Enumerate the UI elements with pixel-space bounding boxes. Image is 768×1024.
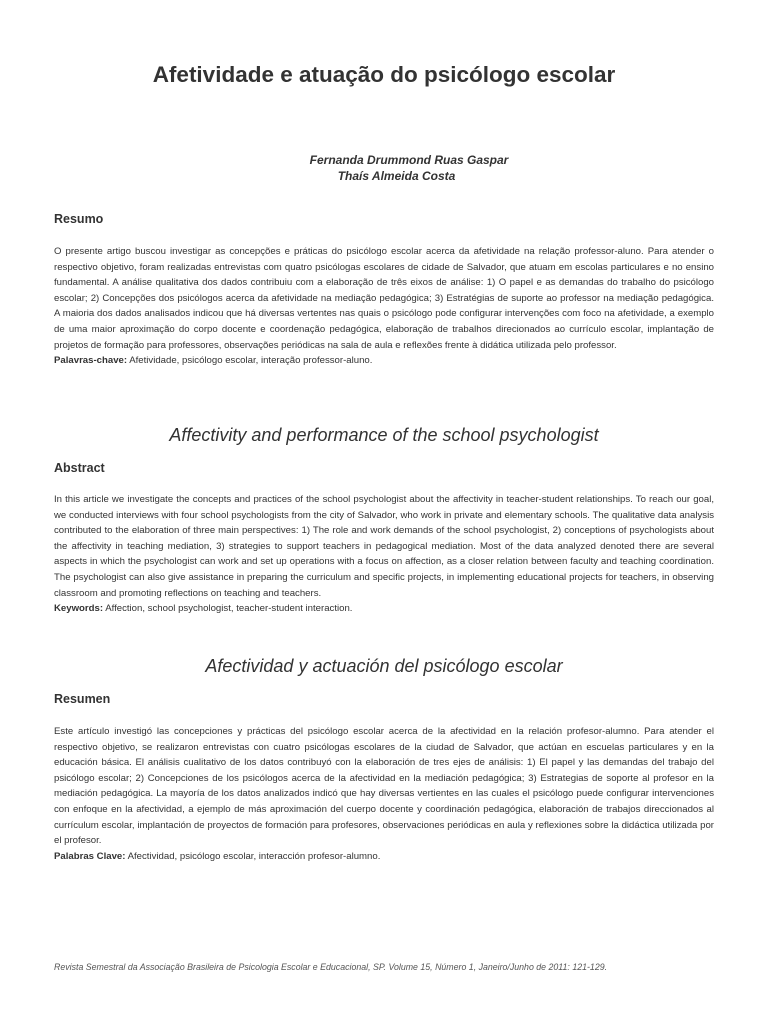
paper-title: Afetividade e atuação do psicólogo escolar xyxy=(152,62,616,87)
keywords-value: Afetividade, psicólogo escolar, interação professor-aluno. xyxy=(129,355,373,367)
resumen-text: Este artículo investigó las concepciones y prácticas del psicólogo escolar acerca de la afectividad en la relación profesor-alumno. Para atender el respectivo objetivo, se realizaron entrevistas con cuatro psicólogas escolares de la ciudad de Salvador, que actúan en escuelas particulares y en la educación básica. El análisis cualitativo de los datos contribuyó con la elaboración de tres ejes de análisis: 1) El papel y las demandas del trabajo del psicólogo escolar; 2) Concepciones de los psicólogos acerca de la afectividad en la mediación pedagógica; 3) Estrategias de soporte al profesor en la mediación pedagógica. La mayoría de los datos analizados indicó que hay diversas vertientes en las cuales el psicólogo puede configurar intervenciones con enfoque en la afectividad, a ejemplo de más aproximación del cuerpo docente y coordinación pedagógica, elaboración de trabajos direccionados al currículum escolar, implantación de proyectos de formación para profesores, observaciones periódicas en aula y reflexiones sobre la didáctica utilizada por el profesor. xyxy=(54,726,714,847)
resumo-keywords xyxy=(54,353,714,369)
resumo-heading: Resumo xyxy=(54,212,104,226)
keywords-label: Keywords: xyxy=(54,603,104,615)
author-name: Fernanda Drummond Ruas Gaspar xyxy=(309,153,509,167)
abstract-text: In this article we investigate the concepts and practices of the school psychologist about the affectivity in teacher-student relationships. To reach our goal, we conducted interviews with four school psychologists from the city of Salvador, who work in private and elementary schools. The qualitative data analysis contributed to the elaboration of three main perspectives: 1) The role and work demands of the school psychologist, 2) conceptions of psychologists about the affectivity in teaching mediation, 3) strategies to support teachers in pedagogical mediation. Most of the data analyzed denoted there are several aspects in which the psychologist can work and set up operations with a focus on affection, as a closer relation between faculty and teaching coordination. The psychologist can also give assistance in preparing the curriculum and specific projects, in implementing educational projects for teachers, in observing classroom and promoting reflections on teaching and teachers. xyxy=(54,494,714,599)
keywords-value: Afectividad, psicólogo escolar, interacción profesor-alumno. xyxy=(127,850,381,862)
english-title: Affectivity and performance of the school psychologist xyxy=(169,425,599,445)
keywords-value: Affection, school psychologist, teacher-student interaction. xyxy=(105,603,353,615)
keywords-label: Palabras Clave: xyxy=(54,850,126,862)
abstract-heading: Abstract xyxy=(54,461,105,475)
resumen-keywords xyxy=(54,849,714,865)
resumen-heading: Resumen xyxy=(54,692,111,706)
keywords-label: Palavras-chave: xyxy=(54,355,128,367)
author-name: Thaís Almeida Costa xyxy=(337,169,456,183)
abstract-block xyxy=(54,492,714,617)
resumen-block xyxy=(54,724,714,864)
resumo-block xyxy=(54,244,714,369)
resumo-text: O presente artigo buscou investigar as concepções e práticas do psicólogo escolar acerca da afetividade na relação professor-aluno. Para atender o respectivo objetivo, foram realizadas entrevistas com quatro psicólogas escolares de cidade de Salvador, que atuam em escolas particulares e no ensino fundamental. A análise qualitativa dos dados contribuiu com a elaboração de três eixos de análise: 1) O papel e as demandas do trabalho do psicólogo escolar; 2) Concepções dos psicólogos acerca da afetividade na mediação pedagógica; 3) Estratégias de suporte ao professor na mediação pedagógica. A maioria dos dados analisados indicou que há diversas vertentes nas quais o psicólogo pode configurar intervenções com foco na afetividade, a exemplo de uma maior aproximação do corpo docente e coordenação pedagógica, elaboração de trabalhos direcionados ao currículo escolar, implantação de projetos de formação para professores, observações periódicas na sala de aula e reflexões frente à didática utilizada pelo professor. xyxy=(54,246,714,351)
author-list xyxy=(0,152,768,184)
abstract-keywords xyxy=(54,601,714,617)
spanish-title: Afectividad y actuación del psicólogo escolar xyxy=(205,656,563,676)
journal-footer: Revista Semestral da Associação Brasileira de Psicologia Escolar e Educacional, SP. Volume 15, Número 1, Janeiro/Junho de 2011: 121-129. xyxy=(54,962,608,972)
